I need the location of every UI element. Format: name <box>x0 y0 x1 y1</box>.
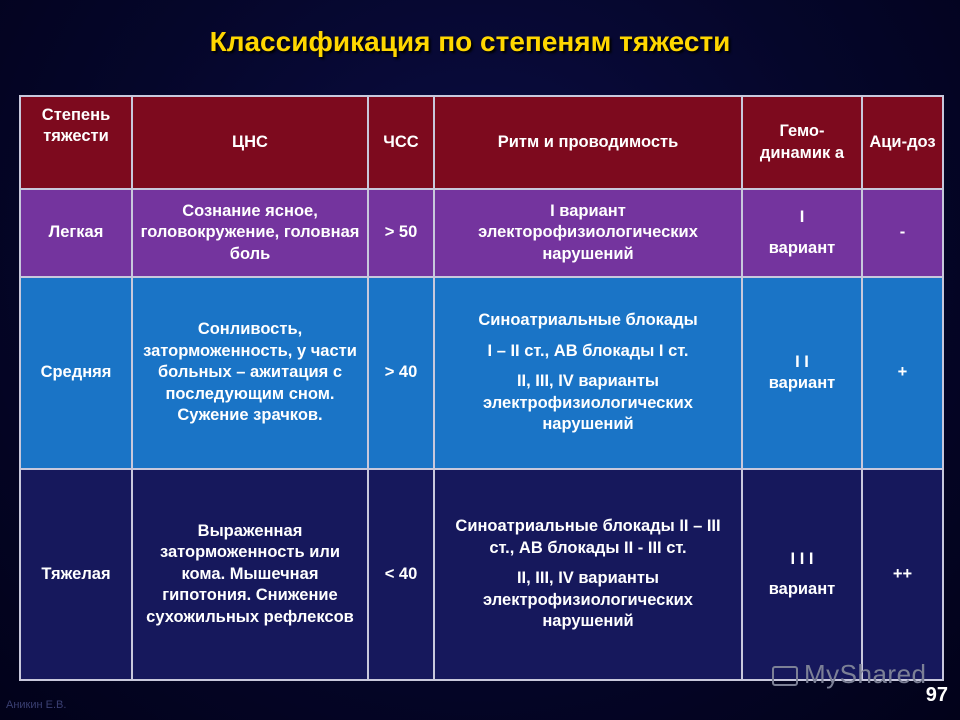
hemo-variant: вариант <box>768 238 836 257</box>
severity-table <box>19 95 944 681</box>
table-row-moderate <box>20 277 943 469</box>
header-cns: ЦНС <box>132 96 368 189</box>
rhythm-line: II, III, IV варианты электрофизиологических нарушений <box>483 569 693 631</box>
hemo-variant: вариант <box>768 580 836 598</box>
degree-cell: Тяжелая <box>20 469 132 680</box>
table-row-mild <box>20 189 943 277</box>
cns-cell: Выраженная заторможенность или кома. Мышечная гипотония. Снижение сухожильных рефлексов <box>132 469 368 680</box>
hr-cell: > 50 <box>368 189 434 277</box>
hemo-grade: I I <box>795 352 809 371</box>
header-rhythm: Ритм и проводимость <box>434 96 742 189</box>
cns-cell: Сонливость, заторможенность, у части больных – ажитация с последующим сном. Сужение зрачков. <box>132 277 368 469</box>
header-acidosis: Аци-доз <box>862 96 943 189</box>
hemo-grade: I <box>799 208 805 227</box>
hemodynamics-cell <box>742 189 862 277</box>
acidosis-cell: + <box>862 277 943 469</box>
rhythm-line: Синоатриальные блокады II – III ст., АВ блокады II - III ст. <box>455 517 721 557</box>
acidosis-cell: ++ <box>862 469 943 680</box>
rhythm-line: I вариант электорофизиологических нарушений <box>478 201 698 263</box>
hr-cell: < 40 <box>368 469 434 680</box>
watermark <box>772 659 927 690</box>
table-row-severe <box>20 469 943 680</box>
watermark-text: MyShared <box>804 659 927 689</box>
hr-cell: > 40 <box>368 277 434 469</box>
rhythm-line: Синоатриальные блокады <box>478 311 698 330</box>
degree-cell: Средняя <box>20 277 132 469</box>
header-degree: Степень тяжести <box>20 96 132 189</box>
header-row <box>20 96 943 189</box>
presentation-icon <box>772 666 798 686</box>
hemo-grade: I I I <box>790 549 814 568</box>
acidosis-cell: - <box>862 189 943 277</box>
header-hemodynamics: Гемо-динамик а <box>742 96 862 189</box>
slide-title: Классификация по степеням тяжести <box>209 26 731 57</box>
author-credit: Аникин Е.В. <box>6 699 67 711</box>
slide-number: 97 <box>925 684 948 706</box>
rhythm-cell <box>434 189 742 277</box>
rhythm-cell <box>434 469 742 680</box>
hemo-variant: вариант <box>768 374 836 392</box>
rhythm-line: II, III, IV варианты электрофизиологических нарушений <box>483 372 693 434</box>
rhythm-line: I – II ст., АВ блокады I ст. <box>487 341 689 360</box>
header-hr: ЧСС <box>368 96 434 189</box>
rhythm-cell <box>434 277 742 469</box>
hemodynamics-cell <box>742 469 862 680</box>
hemodynamics-cell <box>742 277 862 469</box>
degree-cell: Легкая <box>20 189 132 277</box>
cns-cell: Сознание ясное, головокружение, головная боль <box>132 189 368 277</box>
